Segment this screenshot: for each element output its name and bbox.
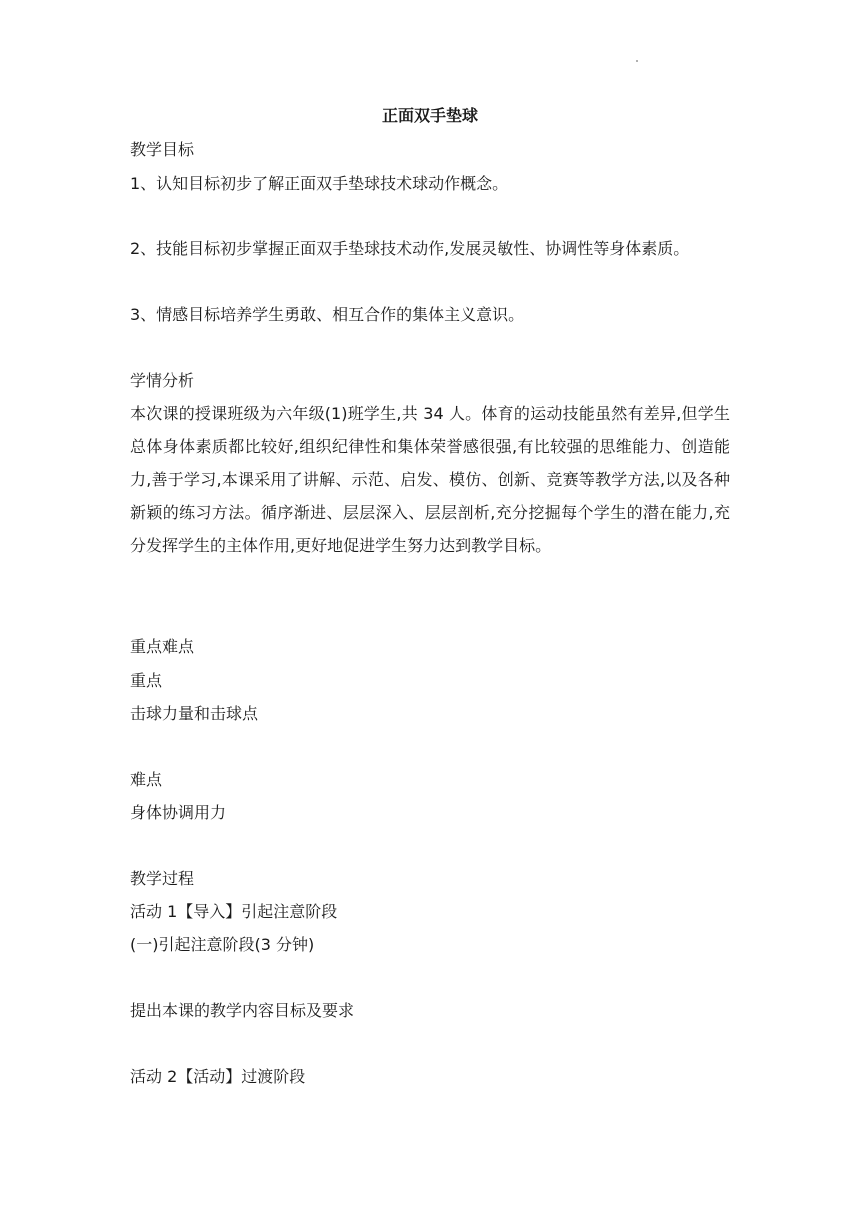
activity-2: 活动 2【活动】过渡阶段: [130, 1067, 306, 1086]
difficulty-text: 身体协调用力: [130, 803, 227, 822]
activity-1: 活动 1【导入】引起注意阶段: [130, 902, 338, 921]
difficulty-label: 难点: [130, 770, 163, 789]
goal-2: 2、技能目标初步掌握正面双手垫球技术动作,发展灵敏性、协调性等身体素质。: [130, 239, 690, 258]
goal-3: 3、情感目标培养学生勇敢、相互合作的集体主义意识。: [130, 305, 525, 324]
key-label: 重点: [130, 671, 163, 690]
goals-heading: 教学目标: [130, 140, 195, 159]
stage-1-text: 提出本课的教学内容目标及要求: [130, 1001, 355, 1020]
analysis-paragraph: 本次课的授课班级为六年级(1)班学生,共 34 人。体育的运动技能虽然有差异,但学生总体身体素质都比较好,组织纪律性和集体荣誉感很强,有比较强的思维能力、创造能力,善于学习,本课采用了讲解、示范、启发、模仿、创新、竞赛等教学方法,以及各种新颖的练习方法。循序渐进、层层深入、层层剖析,充分挖掘每个学生的潜在能力,充分发挥学生的主体作用,更好地促进学生努力达到教学目标。: [130, 404, 730, 555]
analysis-heading: 学情分析: [130, 371, 195, 390]
page-mark: [636, 60, 638, 62]
process-heading: 教学过程: [130, 869, 195, 888]
document-title: 正面双手垫球: [381, 106, 478, 125]
keypoints-heading: 重点难点: [130, 637, 195, 656]
stage-1: (一)引起注意阶段(3 分钟): [130, 935, 315, 954]
goal-1: 1、认知目标初步了解正面双手垫球技术球动作概念。: [130, 174, 509, 193]
key-text: 击球力量和击球点: [130, 704, 259, 723]
